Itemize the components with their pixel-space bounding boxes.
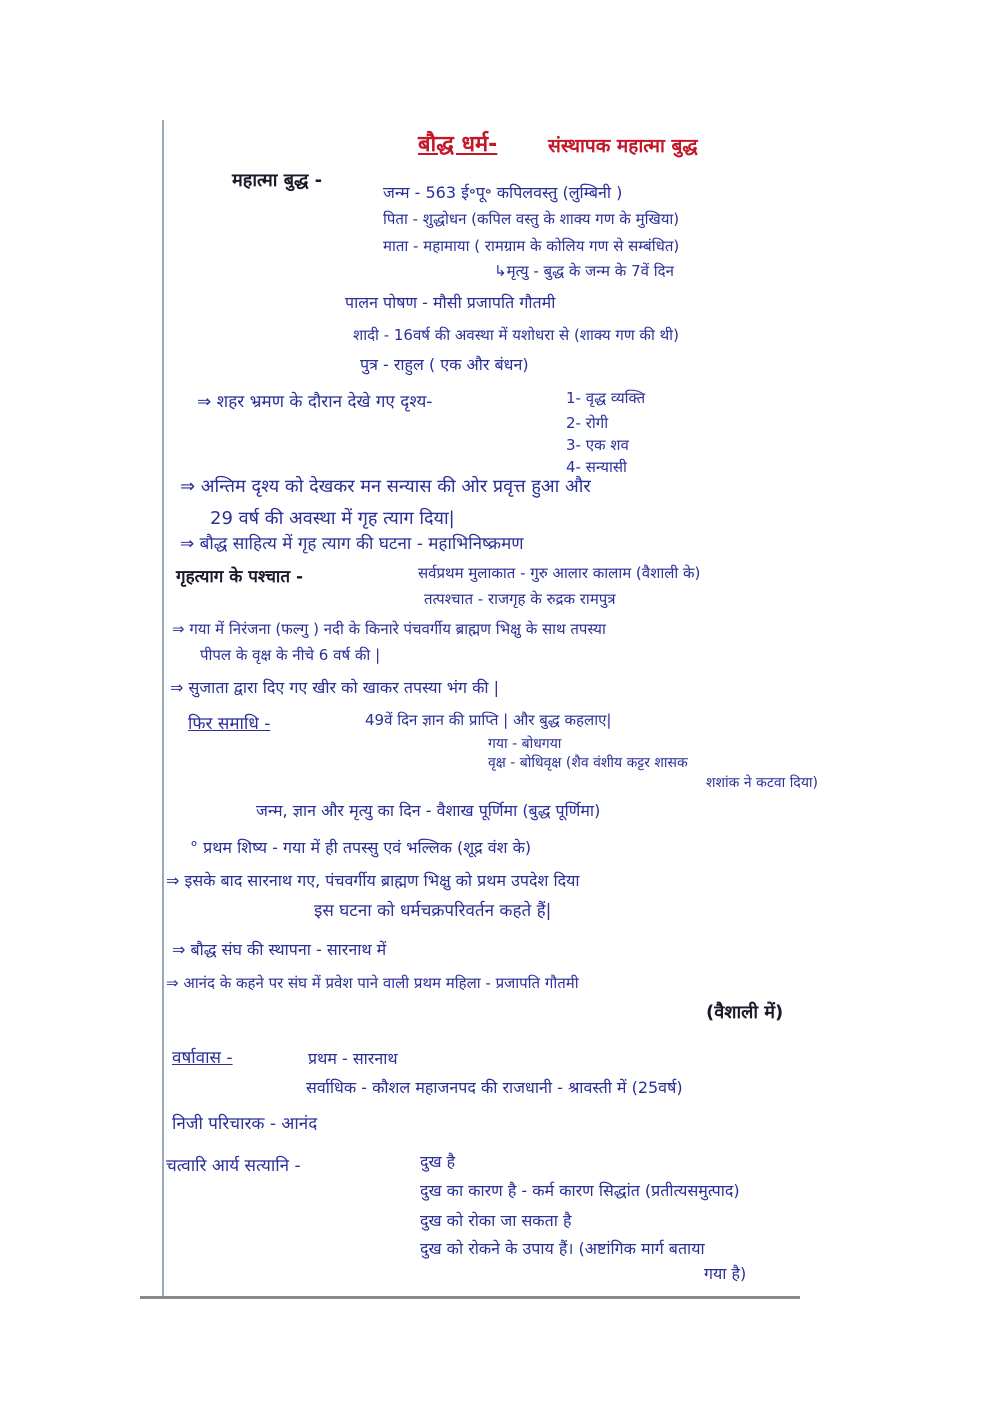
samadhi-line1: 49वें दिन ज्ञान की प्राप्ति | और बुद्ध कहलाए|: [365, 711, 612, 729]
purnima-line: जन्म, ज्ञान और मृत्यु का दिन - वैशाख पूर्णिमा (बुद्ध पूर्णिमा): [256, 801, 601, 820]
samadhi-place: गया - बोधगया: [488, 736, 562, 752]
renunciation-line1: ⇒ अन्तिम दृश्य को देखकर मन सन्यास की ओर प्रवृत्त हुआ और: [180, 476, 591, 497]
first-disciples-line: ° प्रथम शिष्य - गया में ही तपस्सु एवं भल्लिक (शूद्र वंश के): [190, 838, 532, 857]
varshavas-most: सर्वाधिक - कौशल महाजनपद की राजधानी - श्रावस्ती में (25वर्ष): [306, 1078, 683, 1097]
sight-item: 2- रोगी: [566, 414, 609, 432]
bio-birth: जन्म - 563 ई॰पू॰ कपिलवस्तु (लुम्बिनी ): [383, 183, 623, 202]
bio-son: पुत्र - राहुल ( एक और बंधन): [360, 355, 529, 374]
samadhi-tree: वृक्ष - बोधिवृक्ष (शैव वंशीय कट्टर शासक: [488, 755, 688, 771]
margin-line: [162, 120, 164, 1296]
bio-marriage: शादी - 16वर्ष की अवस्था में यशोधरा से (शाक्य गण की थी): [353, 326, 679, 344]
mahabhinishkraman-line: ⇒ बौद्ध साहित्य में गृह त्याग की घटना - महाभिनिष्क्रमण: [180, 534, 524, 554]
samadhi-label: फिर समाधि -: [188, 714, 271, 734]
bio-mother-death: ↳मृत्यु - बुद्ध के जन्म के 7वें दिन: [494, 262, 674, 280]
gaya-line1: ⇒ गया में निरंजना (फल्गु ) नदी के किनारे पंचवर्गीय ब्राह्मण भिक्षु के साथ तपस्या: [172, 620, 606, 638]
bio-foster: पालन पोषण - मौसी प्रजापति गौतमी: [345, 293, 556, 312]
sujata-line: ⇒ सुजाता द्वारा दिए गए खीर को खाकर तपस्या भंग की |: [170, 678, 500, 697]
bio-father: पिता - शुद्धोधन (कपिल वस्तु के शाक्य गण के मुखिया): [383, 210, 680, 228]
sight-item: 4- सन्यासी: [566, 458, 627, 476]
gaya-line2: पीपल के वृक्ष के नीचे 6 वर्ष की |: [200, 646, 381, 664]
page-bottom-edge: [140, 1296, 800, 1299]
renunciation-line2: 29 वर्ष की अवस्था में गृह त्याग दिया|: [210, 508, 455, 529]
truth-item: दुख है: [420, 1152, 456, 1171]
page-subtitle: संस्थापक महात्मा बुद्ध: [548, 135, 698, 157]
truth-item: दुख का कारण है - कर्म कारण सिद्धांत (प्रतीत्यसमुत्पाद): [420, 1181, 740, 1200]
attendant-line: निजी परिचारक - आनंद: [172, 1114, 318, 1134]
ananda-line1: ⇒ आनंद के कहने पर संघ में प्रवेश पाने वाली प्रथम महिला - प्रजापति गौतमी: [166, 974, 579, 992]
samadhi-tree-cont: शशांक ने कटवा दिया): [706, 775, 819, 791]
bio-label: महात्मा बुद्ध -: [232, 170, 323, 191]
truth-item: दुख को रोका जा सकता है: [420, 1211, 572, 1230]
varshavas-label: वर्षावास -: [172, 1048, 233, 1068]
sight-item: 3- एक शव: [566, 436, 629, 454]
bio-mother: माता - महामाया ( रामग्राम के कोलिय गण से सम्बंधित): [383, 237, 680, 255]
varshavas-first: प्रथम - सारनाथ: [308, 1049, 398, 1068]
sarnath-line2: इस घटना को धर्मचक्रपरिवर्तन कहते हैं|: [314, 901, 552, 921]
after-renunciation-line1: सर्वप्रथम मुलाकात - गुरु आलार कालाम (वैशाली के): [418, 564, 701, 582]
sights-label: ⇒ शहर भ्रमण के दौरान देखे गए दृश्य-: [197, 392, 433, 412]
after-renunciation-label: गृहत्याग के पश्चात -: [176, 567, 303, 587]
truths-tail: गया है): [704, 1264, 747, 1283]
sarnath-line1: ⇒ इसके बाद सारनाथ गए, पंचवर्गीय ब्राह्मण भिक्षु को प्रथम उपदेश दिया: [166, 871, 580, 890]
after-renunciation-line2: तत्पश्चात - राजगृह के रुद्रक रामपुत्र: [424, 590, 616, 608]
page-title: बौद्ध धर्म-: [418, 132, 498, 157]
truths-label: चत्वारि आर्य सत्यानि -: [166, 1156, 301, 1176]
ananda-line2: (वैशाली में): [706, 1002, 784, 1023]
truth-item: दुख को रोकने के उपाय हैं। (अष्टांगिक मार्ग बताया: [420, 1239, 705, 1258]
sight-item: 1- वृद्ध व्यक्ति: [566, 389, 646, 407]
sangha-line: ⇒ बौद्ध संघ की स्थापना - सारनाथ में: [172, 940, 387, 959]
